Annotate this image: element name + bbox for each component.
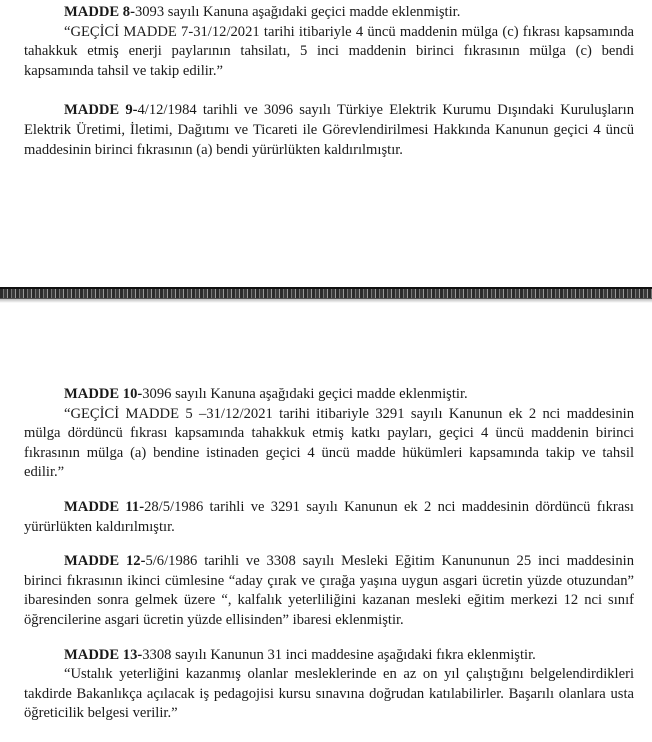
article-8-text: 3093 sayılı Kanuna aşağıdaki geçici madde eklenmiştir. bbox=[134, 4, 461, 20]
article-11 bbox=[0, 498, 652, 537]
article-13-text: 3308 sayılı Kanunun 31 inci maddesine aşağıdaki fıkra eklenmiştir. bbox=[142, 646, 536, 663]
article-8-label: MADDE 8- bbox=[64, 4, 135, 20]
article-12 bbox=[0, 552, 652, 630]
article-12-label: MADDE 12- bbox=[64, 553, 146, 570]
article-9-body bbox=[24, 101, 634, 160]
article-8 bbox=[0, 3, 652, 81]
article-13-quote: “Ustalık yeterliğini kazanmış olanlar mesleklerinde en az on yıl çalıştığını belgelendirdikleri takdirde Bakanlıkça açılacak iş pedagojisi kursu sınavına doğrudan katılabilirler. Başarılı olanlara usta öğreticilik belgesi verilir.” bbox=[24, 666, 634, 722]
page-break-shadow bbox=[0, 299, 652, 303]
article-10-intro bbox=[24, 385, 634, 405]
article-10-text: 3096 sayılı Kanuna aşağıdaki geçici madde eklenmiştir. bbox=[142, 386, 468, 402]
article-11-label: MADDE 11- bbox=[64, 498, 145, 515]
article-12-body bbox=[24, 552, 634, 630]
article-12-text: 5/6/1986 tarihli ve 3308 sayılı Mesleki Eğitim Kanununun 25 inci maddesinin birinci fıkrasının ikinci cümlesine “aday çırak ve çırağa yaşına uygun asgari ücretin yüzde otuzundan” ibaresinden sonra gelmek üzere “, kalfalık yeterliliğini kazanan mesleki eğitim merkezi 12 nci sınıf öğrencilerine asgari ücretin yüzde ellisinden” ibaresi eklenmiştir. bbox=[24, 553, 635, 628]
article-9 bbox=[0, 101, 652, 160]
article-9-label: MADDE 9- bbox=[64, 102, 138, 119]
bottom-page-fragment bbox=[0, 385, 652, 724]
article-9-text: 4/12/1984 tarihli ve 3096 sayılı Türkiye Elektrik Kurumu Dışındaki Kuruluşların Elektrik Üretimi, İletimi, Dağıtımı ve Ticareti ile Görevlendirilmesi Hakkında Kanunun geçici 4 üncü maddesinin birinci fıkrasının (a) bendi yürürlükten kaldırılmıştır. bbox=[24, 102, 634, 158]
article-10 bbox=[0, 385, 652, 483]
article-10-label: MADDE 10- bbox=[64, 386, 143, 402]
article-8-intro bbox=[24, 3, 634, 23]
article-11-text: 28/5/1986 tarihli ve 3291 sayılı Kanunun ek 2 nci maddesinin dördüncü fıkrası yürürlükten kaldırılmıştır. bbox=[24, 498, 634, 535]
article-13-intro bbox=[24, 646, 634, 666]
article-10-quote: “GEÇİCİ MADDE 5 –31/12/2021 tarihi itibariyle 3291 sayılı Kanunun ek 2 nci maddesinin mülga dördüncü fıkrası kapsamında tahakkuk etmiş katkı payları, geçici 4 üncü maddenin birinci fıkrasının mülga (a) bendine istinaden geçici 4 üncü madde hükümleri kapsamında takip ve tahsil edilir.” bbox=[24, 405, 634, 481]
article-13 bbox=[0, 646, 652, 724]
article-11-body bbox=[24, 498, 634, 537]
top-page-fragment bbox=[0, 3, 652, 160]
page-break-divider bbox=[0, 287, 652, 299]
article-13-label: MADDE 13- bbox=[64, 646, 143, 663]
article-8-quote: “GEÇİCİ MADDE 7-31/12/2021 tarihi itibariyle 4 üncü maddenin mülga (c) fıkrası kapsamında tahakkuk etmiş enerji paylarının tahsilatı, 5 inci maddenin birinci fıkrasının mülga (c) bendi kapsamında tahsil ve takip edilir.” bbox=[24, 23, 634, 79]
